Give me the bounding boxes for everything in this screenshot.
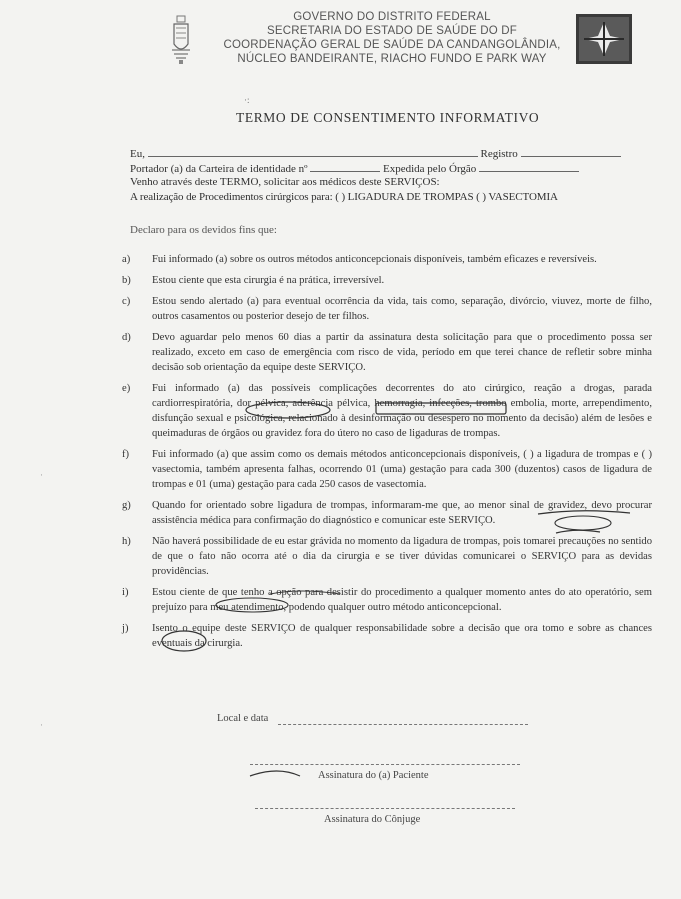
item-text: Quando for orientado sobre ligadura de trompas, informaram-me que, ao menor sinal de gravidez, devo procurar assistência médica para confirmação do diagnóstico e comunicar este SERVIÇO. — [152, 500, 652, 526]
item-text: Fui informado (a) das possíveis complicações decorrentes do ato cirúrgico, reação a drogas, parada cardiorrespiratória, dor pélvica, aderência pélvica, hemorragia, infecções, trombo embolia, morte, arrependimento, disfunção sexual e psicológica, relacionado à desinformação ou desespero no momento da decisão) além de lesões e queimaduras de órgãos ou gravidez fora do útero no caso de ligaduras de trompas. — [152, 383, 652, 439]
orgao-field[interactable] — [479, 161, 579, 172]
item-letter: b) — [122, 275, 131, 286]
item-letter: c) — [122, 296, 131, 307]
id-line — [130, 161, 579, 175]
list-item — [122, 273, 652, 288]
header-line-1: GOVERNO DO DISTRITO FEDERAL — [293, 11, 491, 23]
small-mark: ·: — [244, 95, 250, 105]
portador-label: Portador (a) da Carteira de identidade nº — [130, 163, 308, 175]
list-item — [122, 534, 652, 579]
patient-signature-label: Assinatura do (a) Paciente — [318, 770, 429, 781]
ink-signature-mark — [250, 771, 300, 776]
patient-signature-line[interactable] — [250, 764, 520, 765]
procedure-line: A realização de Procedimentos cirúrgicos para: ( ) LIGADURA DE TROMPAS ( ) VASECTOMIA — [130, 191, 558, 203]
declaration-list — [122, 252, 652, 657]
item-letter: e) — [122, 383, 131, 394]
item-letter: j) — [122, 623, 129, 634]
margin-mark: · — [40, 470, 43, 480]
item-letter: h) — [122, 536, 131, 547]
item-text: Fui informado (a) sobre os outros métodos anticoncepcionais disponíveis, também eficazes e reversíveis. — [152, 254, 597, 265]
spouse-signature-line[interactable] — [255, 808, 515, 809]
list-item — [122, 330, 652, 375]
item-text: Isento o equipe deste SERVIÇO de qualquer responsabilidade sobre a decisão que ora tomo e sobre as chances eventuais da cirurgia. — [152, 623, 652, 649]
registro-label: Registro — [480, 148, 518, 160]
document-title: TERMO DE CONSENTIMENTO INFORMATIVO — [236, 110, 540, 125]
item-letter: i) — [122, 587, 129, 598]
item-text: Devo aguardar pelo menos 60 dias a partir da assinatura desta solicitação para que o procedimento possa ser realizado, exceto em caso de emergência com risco de vida, período em que terei chance de refletir sobre minha decisão sob orientação da equipe deste SERVIÇO. — [152, 332, 652, 373]
registro-field[interactable] — [521, 146, 621, 157]
eu-label: Eu, — [130, 148, 145, 160]
list-item — [122, 447, 652, 492]
declaro-line: Declaro para os devidos fins que: — [130, 224, 277, 236]
item-text: Estou sendo alertado (a) para eventual ocorrência da vida, tais como, separação, divórcio, viuvez, morte de filho, outros casamentos ou posterior desejo de ter filhos. — [152, 296, 652, 322]
local-data-label: Local e data — [217, 713, 269, 724]
name-line — [130, 146, 621, 160]
name-field[interactable] — [148, 146, 478, 157]
item-text: Estou ciente de que tenho a opção para desistir do procedimento a qualquer momento antes do ato operatório, sem prejuízo para meu atendimento, podendo qualquer outro método anticoncepcional. — [152, 587, 652, 613]
expedida-label: Expedida pelo Órgão — [383, 163, 477, 175]
item-text: Fui informado (a) que assim como os demais métodos anticoncepcionais disponíveis, ( ) a ligadura de trompas e ( ) vasectomia, também apresenta falhas, ocorrendo 01 (uma) gestação para cada 300 (duzentos) casos de ligadura de trompas e 01 (uma) gestação para cada 250 casos de vasectomia. — [152, 449, 652, 490]
margin-mark: · — [40, 720, 43, 730]
item-text: Estou ciente que esta cirurgia é na prática, irreversível. — [152, 275, 385, 286]
venho-line: Venho através deste TERMO, solicitar aos médicos deste SERVIÇOS: — [130, 176, 440, 188]
list-item — [122, 381, 652, 441]
list-item — [122, 252, 652, 267]
item-letter: g) — [122, 500, 131, 511]
institution-header — [222, 10, 562, 66]
header-line-2: SECRETARIA DO ESTADO DE SAÚDE DO DF — [266, 25, 518, 37]
spouse-signature-label: Assinatura do Cônjuge — [324, 814, 421, 825]
list-item — [122, 585, 652, 615]
local-data-line[interactable] — [278, 724, 528, 725]
header-line-3: COORDENAÇÃO GERAL DE SAÚDE DA CANDANGOLÂNDIA, — [223, 39, 561, 51]
coat-of-arms-icon — [170, 14, 192, 66]
list-item — [122, 498, 652, 528]
list-item — [122, 294, 652, 324]
item-letter: a) — [122, 254, 131, 265]
id-number-field[interactable] — [310, 161, 380, 172]
header-line-4: NÚCLEO BANDEIRANTE, RIACHO FUNDO E PARK WAY — [237, 53, 547, 65]
brasilia-logo-icon — [576, 14, 632, 64]
item-letter: f) — [122, 449, 130, 460]
item-letter: d) — [122, 332, 131, 343]
item-text: Não haverá possibilidade de eu estar grávida no momento da ligadura de trompas, pois tomarei precauções no sentido de que o fato não ocorra até o dia da cirurgia e se tiver dúvidas comunicarei o SERVIÇO para as devidas providências. — [152, 536, 652, 577]
list-item — [122, 621, 652, 651]
